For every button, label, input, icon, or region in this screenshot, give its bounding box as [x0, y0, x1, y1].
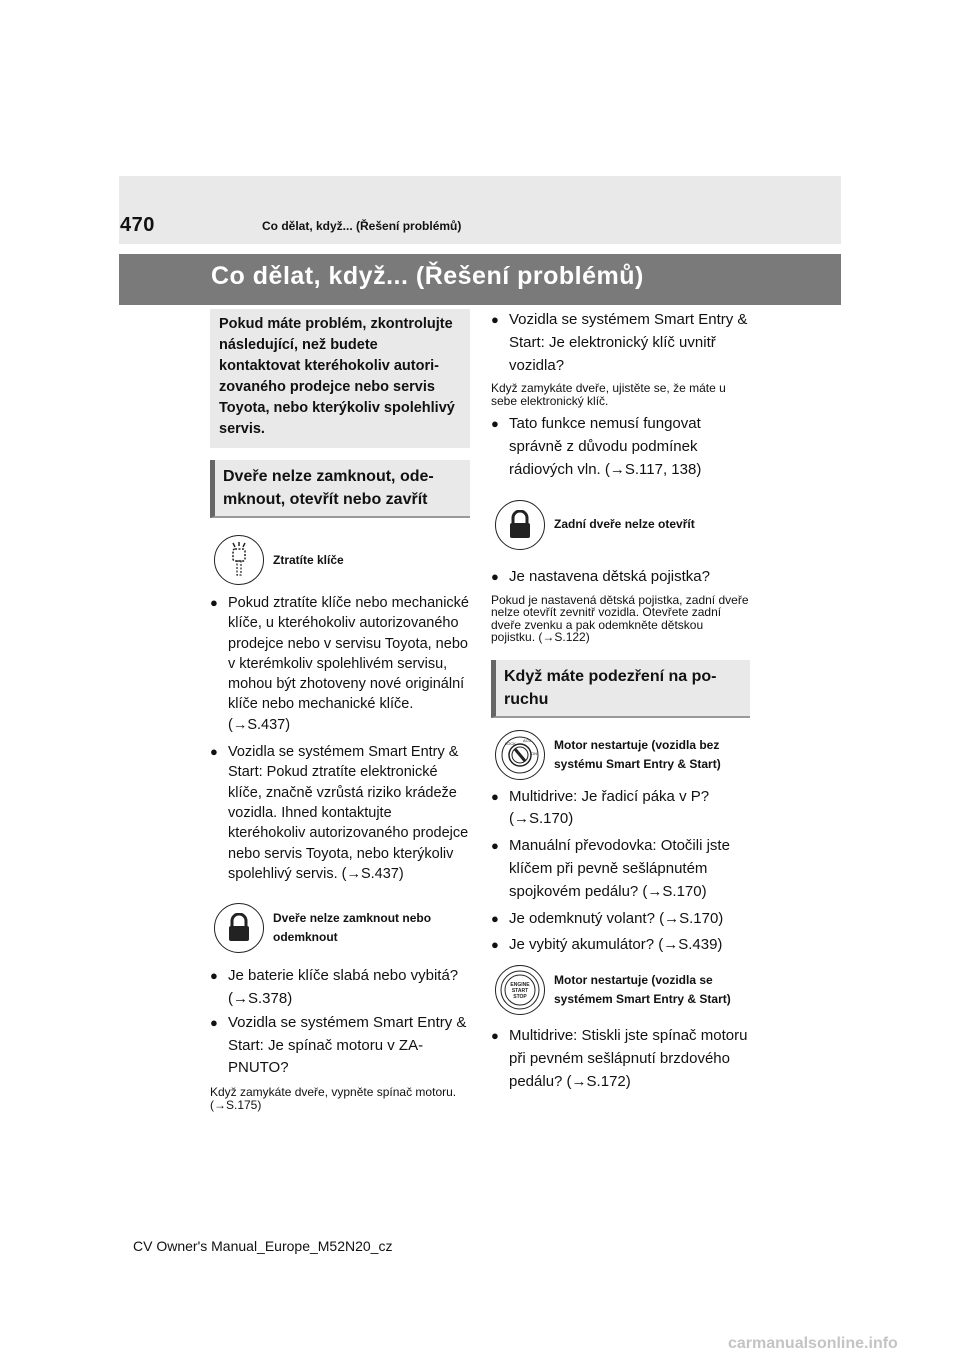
breakdown-section-heading: Když máte podezření na poruchu	[491, 660, 750, 718]
list-item: ● Vozidla se systémem Smart Entry & Start: Je elektronický klíč uvnitř vozidla?	[491, 311, 748, 374]
symptom-label-cannot-lock: Dveře nelze zamknout nebo odemknout	[273, 911, 432, 945]
list-item: ● Je odemknutý volant? (→S.170)	[491, 909, 724, 927]
list-item: ● Je baterie klíče slabá nebo vybitá? (→S.378)	[210, 967, 459, 1007]
note-rear-door: Pokud je nastavená dětská pojistka, zadní dveře nelze otevřít zevnitř vozidla. Otevřete zadní dveře zvenku a pak odemkněte dětskou pojistku. (→S.122)	[491, 592, 749, 645]
svg-text:LOCK: LOCK	[505, 740, 516, 746]
symptom-label-lost-keys: Ztratíte klíče	[273, 552, 344, 567]
list-item: ● Je nastavena dětská pojistka?	[491, 567, 710, 585]
list-item: ● Multidrive: Stiskli jste spínač motoru při pevném sešlápnutí brzdového pedálu? (→S.172)	[491, 1027, 748, 1090]
symptom-engine-no-smart	[491, 730, 750, 780]
symptom-cannot-lock	[210, 903, 470, 953]
page-number: 470	[120, 214, 155, 236]
note-key-inside: Když zamykáte dveře, ujistěte se, že máte u sebe elektronický klíč.	[491, 381, 726, 408]
svg-text:ON: ON	[531, 750, 537, 756]
svg-text:ENGINE: ENGINE	[510, 982, 530, 989]
ignition-switch-icon	[495, 730, 545, 780]
engine-start-button-icon	[495, 965, 545, 1015]
padlock-icon	[495, 500, 545, 550]
header-band	[119, 176, 841, 244]
list-item: ● Vozidla se systémem Smart Entry & Start: Pokud ztratíte elektronické klíče, značně vzrůstá riziko krádeže vozidla. Ihned kontaktujte kteréhokoliv autorizovaného prodejce nebo servis Toyota, nebo kterýkoliv spolehlivý servis. (→S.437)	[210, 744, 469, 882]
footer-manual-id: CV Owner's Manual_Europe_M52N20_cz	[133, 1238, 393, 1254]
doors-section-heading: Dveře nelze zamknout, odemknout, otevřít nebo zavřít	[210, 460, 470, 518]
list-item: ● Manuální převodovka: Otočili jste klíčem při pevně sešlápnutém spojkovém pedálu? (→S.170)	[491, 837, 730, 900]
symptom-lost-keys	[210, 535, 470, 585]
engine-no-smart-bullets	[491, 786, 750, 958]
list-item: ● Pokud ztratíte klíče nebo mechanické klíče, u kteréhokoliv autorizovaného prodejce nebo v servisu Toyota, nebo v kterémkoliv spolehlivém servisu, mohou být zhotoveny nové originální klíče nebo mechanické klíče. (→S.437)	[210, 595, 469, 733]
intro-box: Pokud máte problém, zkontrolujte následující, než budete kontaktovat kteréhokoliv autorizovaného prodejce nebo servis Toyota, nebo kterýkoliv spolehlivý servis.	[210, 309, 470, 448]
right-column	[491, 309, 750, 1094]
title-bar	[119, 254, 841, 305]
cannot-lock-bullets	[210, 965, 470, 1111]
left-column	[210, 309, 470, 1111]
page-title: Co dělat, když... (Řešení problémů)	[211, 262, 644, 290]
padlock-icon	[214, 903, 264, 953]
running-header-title: Co dělat, když... (Řešení problémů)	[262, 219, 462, 233]
list-item: ● Vozidla se systémem Smart Entry & Start: Je spínač motoru v ZAPNUTO?	[210, 1013, 467, 1077]
list-item: ● Multidrive: Je řadicí páka v P? (→S.170)	[491, 787, 710, 828]
svg-text:START: START	[511, 988, 529, 995]
symptom-label-engine-smart: Motor nestartuje (vozidla se systémem Smart Entry & Start)	[554, 973, 731, 1007]
svg-text:ACC: ACC	[523, 737, 532, 743]
list-item: ● Je vybitý akumulátor? (→S.439)	[491, 936, 723, 954]
symptom-engine-smart	[491, 965, 750, 1015]
lost-keys-bullets	[210, 593, 470, 884]
watermark[interactable]: carmanualsonline.info	[728, 1335, 898, 1352]
svg-text:STOP: STOP	[513, 994, 527, 1001]
symptom-label-rear-door: Zadní dveře nelze otevřít	[554, 517, 695, 532]
symptom-label-engine-no-smart: Motor nestartuje (vozidla bez systému Smart Entry & Start)	[554, 737, 721, 771]
key-icon	[214, 535, 264, 585]
list-item: ● Tato funkce nemusí fungovat správně z důvodu podmínek rádiových vln. (→S.117, 138)	[491, 415, 702, 478]
note-cannot-lock: Když zamykáte dveře, vypněte spínač motoru. (→S.175)	[210, 1085, 457, 1112]
symptom-rear-door	[491, 500, 750, 550]
